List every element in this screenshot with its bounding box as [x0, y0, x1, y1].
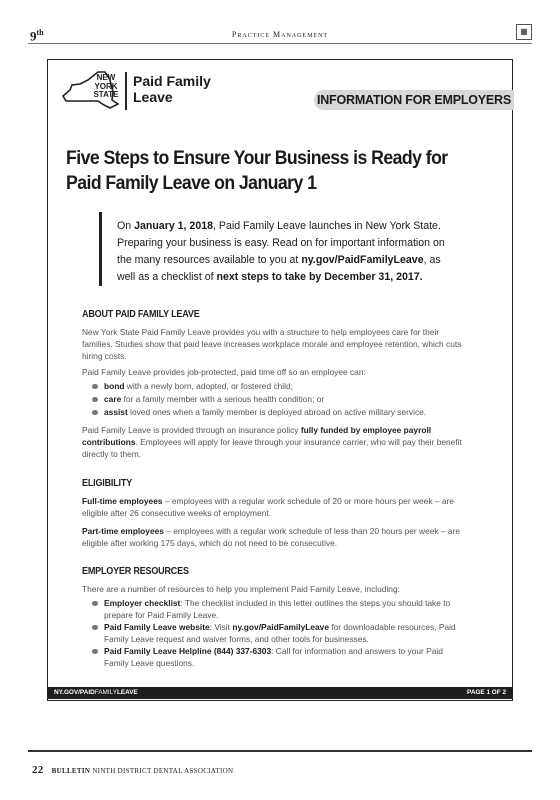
bullet-icon — [92, 384, 98, 389]
bullet-icon — [92, 410, 98, 415]
brand-divider — [125, 72, 127, 110]
resources-intro: There are a number of resources to help you implement Paid Family Leave, including: — [82, 584, 400, 594]
state-wordmark: NEW YORK STATE — [93, 73, 119, 99]
publication-logo-icon: ▦ — [516, 24, 532, 40]
intro-paragraph: On January 1, 2018, Paid Family Leave launches in New York State. Preparing your business is easy. Read on for important information on the many resources available to you at ny.gov/PaidFamilyLeave, as well as a checklist of next steps to take by December 31, 2017. — [117, 220, 445, 283]
eligibility-heading: ELIGIBILITY — [82, 478, 133, 489]
part-time-paragraph: Part-time employees – employees with a regular work schedule of less than 20 hours per week – are eligible after working 175 days, which do not need to be consecutive. — [82, 526, 461, 548]
audience-banner: INFORMATION FOR EMPLOYERS — [314, 90, 514, 110]
full-time-paragraph: Full-time employees – employees with a regular work schedule of 20 or more hours per week – are eligible after 26 consecutive weeks of employment. — [82, 496, 454, 518]
about-heading: ABOUT PAID FAMILY LEAVE — [82, 309, 200, 320]
program-name: Paid Family Leave — [133, 73, 211, 105]
section-title: Practice Management — [231, 30, 329, 39]
running-header — [28, 27, 532, 44]
page-number: 22 — [32, 764, 44, 776]
page-footer: 22 BULLETIN NINTH DISTRICT DENTAL ASSOCIATION — [32, 764, 234, 776]
about-paragraph-3: Paid Family Leave is provided through an insurance policy fully funded by employee payroll contributions. Employees will apply for leave through your insurance carrier, who will pay their benefit directly to them. — [82, 425, 462, 459]
footer-url: NY.GOV/PAIDFAMILYLEAVE — [54, 689, 138, 696]
bullet-icon — [92, 625, 98, 630]
bullet-icon — [92, 649, 98, 654]
header-rule — [28, 43, 532, 44]
intro-accent-bar — [99, 212, 102, 286]
about-paragraph-1: New York State Paid Family Leave provides you with a structure to help employees care for their families. Studies show that paid leave increases workplace morale and employee retention, which cuts hiring costs. — [82, 327, 462, 361]
bullet-icon — [92, 601, 98, 606]
page-title: Five Steps to Ensure Your Business is Ready for Paid Family Leave on January 1 — [66, 148, 448, 194]
footer-page-count: PAGE 1 OF 2 — [467, 689, 506, 696]
about-paragraph-2: Paid Family Leave provides job-protected, paid time off so an employee can: — [82, 367, 366, 377]
bullet-icon — [92, 397, 98, 402]
footer-rule — [28, 750, 532, 752]
resources-heading: EMPLOYER RESOURCES — [82, 566, 189, 577]
insert-footer-bar — [47, 687, 513, 699]
issue-number: 9th — [30, 28, 44, 44]
